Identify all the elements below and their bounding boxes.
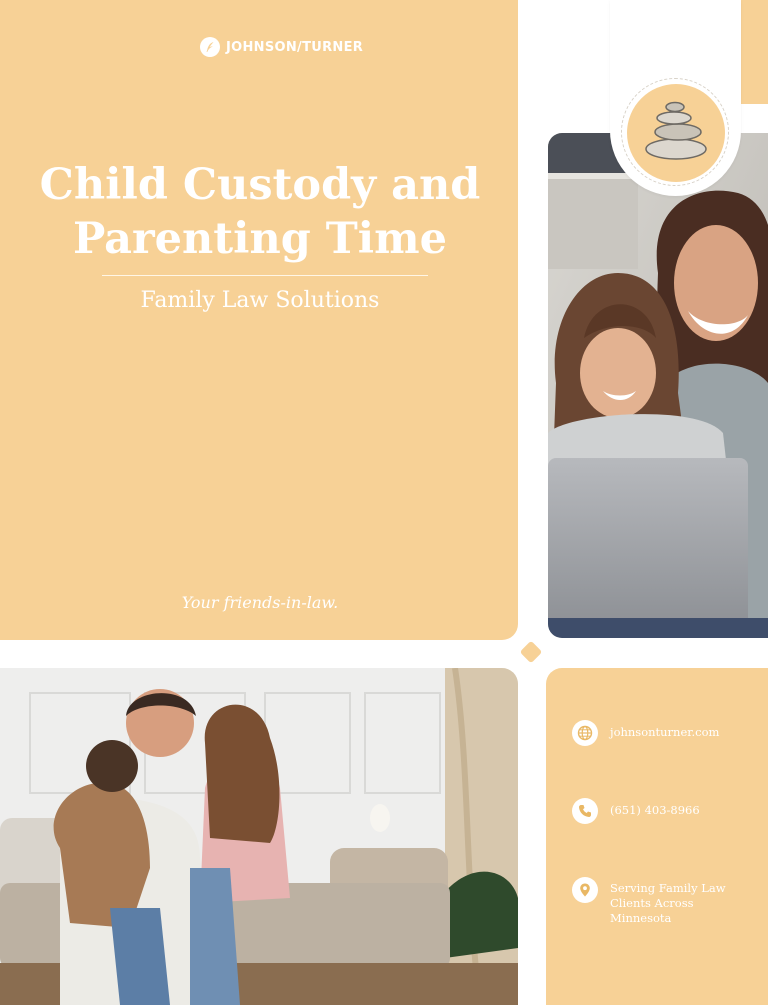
emblem bbox=[627, 84, 725, 182]
brand-logo bbox=[200, 36, 363, 58]
contact-website[interactable] bbox=[572, 720, 719, 746]
quill-icon bbox=[200, 37, 220, 57]
brand-name: JOHNSON/TURNER bbox=[226, 39, 364, 55]
mother-and-daughter-laptop-photo bbox=[548, 133, 768, 638]
contact-address bbox=[572, 877, 740, 926]
tagline: Your friends-in-law. bbox=[181, 593, 339, 612]
title-divider bbox=[102, 275, 428, 276]
website-text[interactable]: johnsonturner.com bbox=[610, 725, 720, 739]
title-line-1: Child Custody and bbox=[39, 160, 481, 210]
diamond-accent bbox=[520, 641, 543, 664]
address-text: Serving Family Law Clients Across Minnesota bbox=[610, 881, 726, 925]
phone-icon bbox=[572, 798, 598, 824]
father-hugging-daughters-photo bbox=[0, 668, 518, 1005]
title-line-2: Parenting Time bbox=[72, 214, 447, 264]
contact-panel bbox=[546, 668, 768, 1005]
location-pin-icon bbox=[572, 877, 598, 903]
page-title bbox=[20, 158, 500, 266]
phone-text[interactable]: (651) 403-8966 bbox=[610, 803, 700, 817]
subtitle: Family Law Solutions bbox=[140, 288, 380, 313]
corner-accent bbox=[741, 0, 768, 104]
globe-icon bbox=[572, 720, 598, 746]
stacked-stones-icon bbox=[641, 99, 711, 167]
cover-panel bbox=[0, 0, 518, 640]
contact-phone[interactable] bbox=[572, 798, 700, 824]
